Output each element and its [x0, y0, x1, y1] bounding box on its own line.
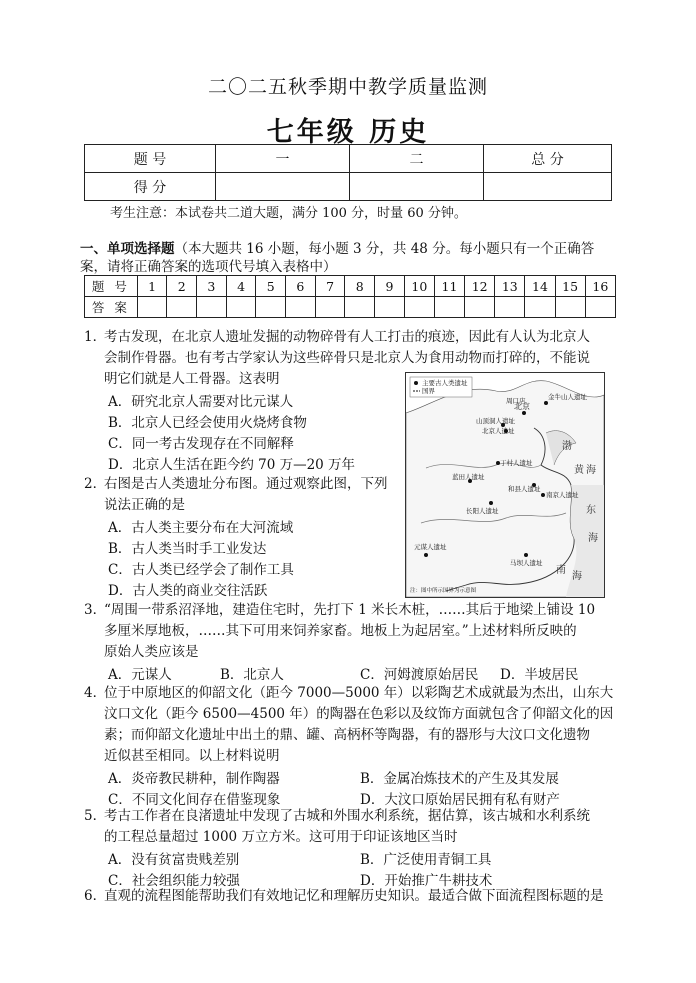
question-number: 5． [84, 808, 107, 824]
answer-input-cell[interactable] [137, 297, 167, 318]
map-note: 注：图中所示国界为示意图 [410, 588, 477, 594]
question-text-line: 原始人类应该是 [104, 644, 199, 660]
map-legend-item: 主要古人类遗址 [422, 379, 468, 387]
answer-number-cell: 1 [137, 276, 167, 297]
answer-input-cell[interactable] [226, 297, 256, 318]
answer-input-cell[interactable] [167, 297, 197, 318]
exam-notice: 考生注意：本试卷共二道大题，满分 100 分，时量 60 分钟。 [110, 206, 467, 221]
answer-input-cell[interactable] [585, 297, 615, 318]
map-sea-label: 海 [588, 533, 598, 544]
answer-option[interactable]: A．没有贫富贵贱差别 [108, 852, 240, 868]
answer-input-cell[interactable] [555, 297, 585, 318]
answer-option[interactable]: D．古人类的商业交往活跃 [108, 583, 268, 599]
map-label: 北京人遗址 [482, 427, 515, 435]
answer-input-cell[interactable] [525, 297, 555, 318]
question-text-line: 近似甚至相同。以上材料说明 [104, 748, 280, 764]
map-sea-label: 渤 [562, 441, 572, 452]
score-header-cell: 二 [350, 145, 484, 173]
exam-title: 二〇二五秋季期中教学质量监测 [207, 76, 488, 98]
answer-input-cell[interactable] [434, 297, 464, 318]
question-5 [84, 806, 614, 848]
answer-number-cell: 14 [525, 276, 555, 297]
answer-number-cell: 11 [434, 276, 464, 297]
question-text-line: 的工程总量超过 1000 万立方米。这可用于印证该地区当时 [104, 829, 458, 845]
section-1-heading: 一、单项选择题 [80, 241, 175, 257]
answer-option[interactable]: A．元谋人 [108, 667, 172, 683]
answer-input-cell[interactable] [404, 297, 434, 318]
answer-number-cell: 3 [197, 276, 227, 297]
answer-option[interactable]: D．北京人生活在距今约 70 万—20 万年 [108, 457, 356, 473]
answer-option[interactable]: B．金属冶炼技术的产生及其发展 [360, 771, 559, 787]
question-number: 1． [84, 329, 107, 345]
answer-option[interactable]: B．北京人已经会使用火烧烤食物 [108, 415, 307, 431]
question-number: 4． [84, 685, 107, 701]
score-table [84, 144, 612, 201]
score-header-cell: 题 号 [85, 145, 216, 173]
map-label: 周口店 [506, 397, 526, 405]
answer-input-cell[interactable] [197, 297, 227, 318]
question-text-line: 多厘米厚地板，……其下可用来饲养家畜。地板上为起居室。”上述材料所反映的 [104, 623, 577, 639]
answer-number-cell: 15 [555, 276, 585, 297]
map-label: 长阳人遗址 [466, 507, 499, 515]
answer-number-cell: 12 [465, 276, 495, 297]
answer-table-label: 题 号 [85, 276, 138, 297]
answer-number-cell: 2 [167, 276, 197, 297]
map-label: 马坝人遗址 [510, 559, 543, 567]
map-label: 北京 [514, 402, 530, 411]
map-sea-label: 海 [572, 571, 582, 582]
map-sea-label: 东 [586, 505, 596, 516]
answer-option[interactable]: C．社会组织能力较强 [108, 873, 240, 889]
answer-number-cell: 13 [495, 276, 525, 297]
answer-option[interactable]: B．广泛使用青铜工具 [360, 852, 492, 868]
exam-subject-title: 七年级 历史 [266, 117, 430, 148]
question-text-line: 考古工作者在良渚遗址中发现了古城和外围水利系统，据估算，该古城和水利系统 [104, 808, 590, 824]
map-sea-label: 黄 [574, 465, 584, 476]
map-legend-item: 国界 [422, 387, 435, 395]
question-4 [84, 683, 614, 767]
question-text-line: 说法正确的是 [104, 497, 185, 513]
question-text-line: 位于中原地区的仰韶文化（距今 7000—5000 年）以彩陶艺术成就最为杰出，山东大 [104, 685, 614, 701]
score-input-cell[interactable] [216, 173, 350, 201]
answer-option[interactable]: A．研究北京人需要对比元谋人 [108, 394, 294, 410]
score-header-cell: 总 分 [484, 145, 612, 173]
answer-option[interactable]: B．古人类当时手工业发达 [108, 541, 267, 557]
question-text-line: 明它们就是人工骨器。这表明 [104, 371, 280, 387]
answer-input-cell[interactable] [286, 297, 316, 318]
answer-input-cell[interactable] [465, 297, 495, 318]
answer-option[interactable]: C．古人类已经学会了制作工具 [108, 562, 294, 578]
answer-number-cell: 6 [286, 276, 316, 297]
answer-table-label: 答 案 [85, 297, 138, 318]
answer-option[interactable]: B．北京人 [220, 667, 284, 683]
answer-number-cell: 7 [315, 276, 345, 297]
question-6 [84, 886, 614, 907]
section-1-desc: （本大题共 16 小题，每小题 3 分，共 48 分。每小题只有一个正确答案，请将正确答案的选项代号填入表格中） [80, 241, 595, 275]
answer-option[interactable]: C．不同文化间存在借鉴现象 [108, 792, 281, 808]
answer-option[interactable]: C．同一考古发现存在不同解释 [108, 436, 294, 452]
question-text-line: 会制作骨器。也有考古学家认为这些碎骨只是北京人为食用动物而打碎的，不能说 [104, 350, 590, 366]
score-input-cell[interactable] [350, 173, 484, 201]
answer-number-cell: 8 [345, 276, 375, 297]
question-text-line: 右图是古人类遗址分布图。通过观察此图，下列 [104, 476, 388, 492]
answer-input-cell[interactable] [375, 297, 405, 318]
answer-table [84, 275, 616, 318]
question-text-line: 素；而仰韶文化遗址中出土的鼎、罐、高柄杯等陶器，有的器形与大汶口文化遗物 [104, 727, 590, 743]
answer-option[interactable]: A．炎帝教民耕种，制作陶器 [108, 771, 280, 787]
map-figure [406, 373, 604, 597]
section-1-header [80, 240, 620, 276]
question-text-line: 汶口文化（距今 6500—4500 年）的陶器在色彩以及纹饰方面就包含了仰韶文化的因 [104, 706, 614, 722]
map-label: 元谋人遗址 [414, 543, 447, 551]
map-label: 蓝田人遗址 [452, 473, 485, 481]
question-text-line: 直观的流程图能帮助我们有效地记忆和理解历史知识。最适合做下面流程图标题的是 [104, 888, 604, 904]
answer-number-cell: 10 [404, 276, 434, 297]
answer-option[interactable]: D．大汶口原始居民拥有私有财产 [360, 792, 560, 808]
map-sea-label: 南 [556, 565, 566, 576]
map-label: 丁村人遗址 [500, 459, 533, 467]
answer-number-cell: 5 [256, 276, 286, 297]
question-3 [84, 600, 614, 663]
answer-number-cell: 16 [585, 276, 615, 297]
map-label: 和县人遗址 [508, 485, 541, 493]
ancient-human-sites-map [405, 372, 605, 598]
answer-input-cell[interactable] [495, 297, 525, 318]
question-number: 2． [84, 476, 107, 492]
score-header-cell: 一 [216, 145, 350, 173]
map-label: 南京人遗址 [546, 491, 579, 499]
score-row-label: 得 分 [85, 173, 216, 201]
answer-number-cell: 4 [226, 276, 256, 297]
answer-number-cell: 9 [375, 276, 405, 297]
answer-option[interactable]: C．河姆渡原始居民 [360, 667, 479, 683]
answer-option[interactable]: A．古人类主要分布在大河流域 [108, 520, 294, 536]
map-sea-label: 海 [586, 465, 596, 476]
question-text-line: 考古发现，在北京人遗址发掘的动物碎骨有人工打击的痕迹，因此有人认为北京人 [104, 329, 590, 345]
answer-option[interactable]: D．半坡居民 [500, 667, 579, 683]
question-text-line: “周围一带系沼泽地，建造住宅时，先打下 1 米长木桩，……其后于地梁上铺设 10 [104, 602, 596, 618]
question-number: 6． [84, 888, 107, 904]
answer-input-cell[interactable] [315, 297, 345, 318]
score-input-cell[interactable] [484, 173, 612, 201]
answer-option[interactable]: D．开始推广牛耕技术 [360, 873, 493, 889]
map-label: 山顶洞人遗址 [476, 417, 515, 425]
question-number: 3． [84, 602, 107, 618]
answer-input-cell[interactable] [345, 297, 375, 318]
map-label: 金牛山人遗址 [548, 393, 587, 401]
answer-input-cell[interactable] [256, 297, 286, 318]
